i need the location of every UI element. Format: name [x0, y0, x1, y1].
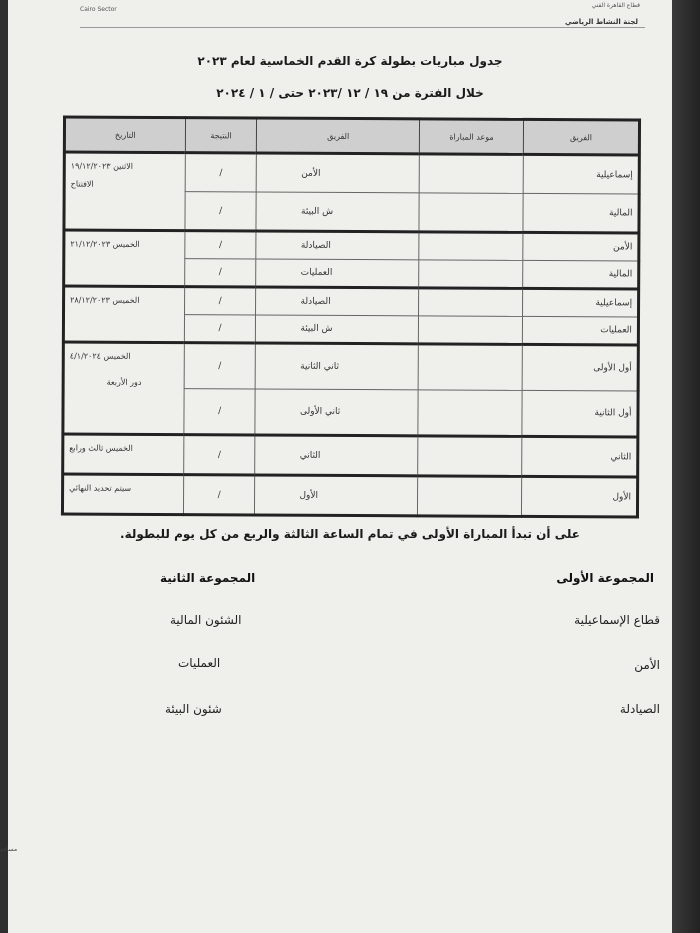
date-cell — [62, 474, 183, 515]
header-organization: لجنة النشاط الرياضي — [564, 18, 638, 26]
time-cell — [419, 260, 523, 288]
team-cell: إسماعيلية — [523, 288, 639, 316]
background-edge — [672, 0, 700, 933]
team-cell: أول الثانية — [522, 390, 638, 437]
group-2-item: العمليات — [178, 656, 221, 670]
opponent-cell: ثاني الثانية — [256, 343, 419, 390]
opponent-cell: ش البيئة — [256, 315, 419, 344]
match-date: سيتم تحديد النهائي — [69, 483, 132, 493]
group-2-item: الشئون المالية — [170, 613, 242, 627]
match-date: الخميس ٢٨/١٢/٢٠٢٣ — [70, 295, 140, 305]
date-cell — [63, 342, 184, 435]
header-opponent: الفريق — [257, 118, 420, 154]
team-cell: المالية — [523, 261, 639, 289]
time-cell — [419, 288, 523, 316]
opponent-cell: الثاني — [255, 435, 418, 476]
result-cell: / — [184, 388, 256, 435]
table-header-row — [64, 117, 639, 155]
time-cell — [419, 232, 523, 260]
document-period: خلال الفترة من ١٩ / ١٢ /٢٠٢٣ حتى / ١ / ٢٠٢٤ — [216, 86, 484, 100]
group-1-item: الأمن — [634, 658, 660, 672]
group-2-item: شئون البيئة — [165, 702, 222, 716]
opponent-cell: الأمن — [257, 153, 420, 193]
date-cell — [64, 152, 185, 231]
time-cell — [418, 436, 522, 477]
team-cell: الثاني — [522, 436, 638, 477]
time-cell — [419, 154, 523, 194]
time-cell — [418, 316, 522, 344]
match-date-note: الافتتاح — [70, 179, 94, 189]
opponent-cell: الصيادلة — [256, 231, 419, 260]
team-cell: الأول — [522, 476, 638, 517]
result-cell: / — [184, 314, 256, 342]
group-2-title: المجموعة الثانية — [160, 571, 256, 585]
opponent-cell: الأول — [255, 475, 418, 516]
result-cell: / — [185, 231, 257, 259]
table-row — [64, 152, 639, 194]
header-team: الفريق — [523, 119, 639, 155]
result-cell: / — [183, 475, 255, 515]
footer-note: مساعد — [0, 846, 18, 853]
date-cell — [63, 434, 184, 475]
header-right-small: قطاع القاهرة الفني — [591, 2, 640, 9]
start-time-note: على أن تبدأ المباراة الأولى في تمام الساعة الثالثة والربع من كل يوم للبطولة. — [120, 527, 580, 541]
match-date: الخميس ٤/١/٢٠٢٤ — [69, 351, 131, 361]
result-cell: / — [185, 153, 257, 193]
header-result: النتيجة — [185, 118, 257, 153]
result-cell: / — [184, 342, 256, 388]
opponent-cell: ثاني الأولى — [255, 389, 418, 436]
group-1-title: المجموعة الأولى — [556, 571, 654, 585]
team-cell: إسماعيلية — [523, 154, 639, 194]
match-date: الخميس ثالث ورابع — [69, 443, 133, 453]
match-date-note: دور الأربعة — [106, 377, 142, 387]
group-1-item: قطاع الإسماعيلية — [574, 613, 660, 627]
group-1-item: الصيادلة — [619, 702, 660, 716]
table-row — [62, 474, 637, 517]
match-date: الخميس ٢١/١٢/٢٠٢٣ — [70, 239, 140, 250]
time-cell — [418, 344, 522, 391]
team-cell: المالية — [523, 194, 639, 234]
team-cell: أول الأولى — [522, 344, 638, 391]
team-cell: الأمن — [523, 233, 639, 261]
header-date: التاريخ — [64, 117, 185, 153]
opponent-cell: العمليات — [256, 259, 419, 288]
document-title: جدول مباريات بطولة كرة القدم الخماسية لعام ٢٠٢٣ — [197, 54, 503, 68]
header-divider — [80, 27, 645, 28]
table-row — [64, 230, 639, 261]
time-cell — [418, 476, 522, 517]
result-cell: / — [183, 435, 255, 475]
table-row — [63, 434, 638, 477]
date-cell — [64, 230, 185, 286]
table-row — [63, 342, 638, 391]
result-cell: / — [185, 192, 257, 232]
team-cell: العمليات — [522, 316, 638, 344]
match-date: الاثنين ١٩/١٢/٢٠٢٣ — [70, 161, 134, 171]
result-cell: / — [184, 259, 256, 287]
header-time: موعد المباراة — [419, 119, 523, 155]
result-cell: / — [184, 287, 256, 315]
date-cell — [63, 286, 184, 342]
time-cell — [418, 390, 522, 437]
time-cell — [419, 193, 523, 233]
table-row — [64, 286, 639, 317]
schedule-table — [61, 115, 641, 518]
opponent-cell: ش البيئة — [256, 192, 419, 232]
opponent-cell: الصيادلة — [256, 287, 419, 316]
header-left-text: Cairo Sector — [80, 6, 117, 13]
